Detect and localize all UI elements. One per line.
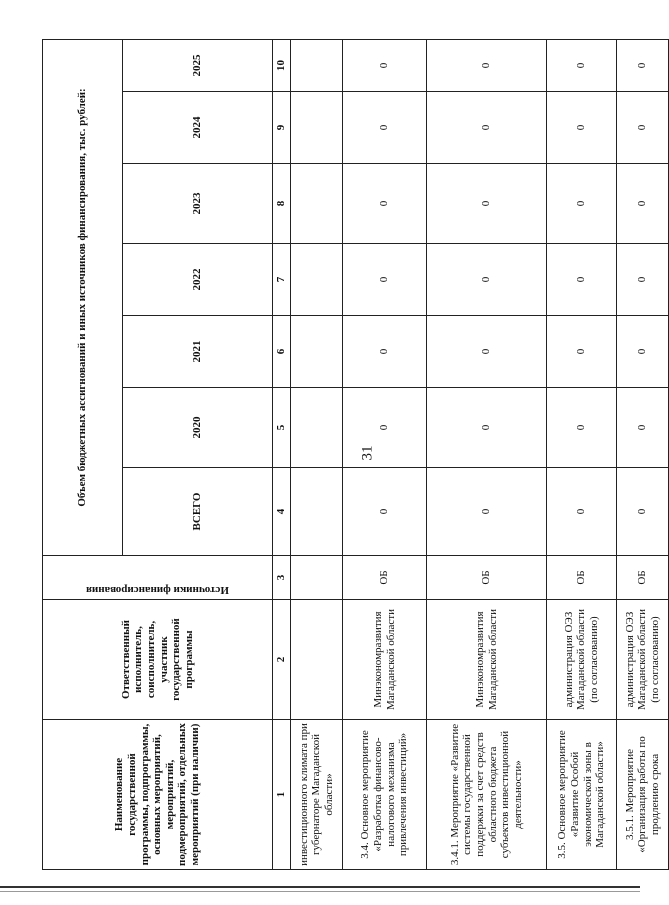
row-name: инвестиционного климата при губернаторе Магаданской области» [291,720,343,870]
row-executor: Минэкономразвития Магаданской области [427,600,547,720]
table-row [427,39,547,869]
cell-value: 0 [617,388,669,468]
funding-table [42,39,669,870]
cell-value: 0 [343,316,427,388]
cell-value: 0 [427,388,547,468]
cell-value: 0 [343,92,427,164]
row-executor: администрация ОЭЗ Магаданской области (по согласованию) [547,600,617,720]
year-2025: 2025 [123,39,273,91]
table-row [547,39,617,869]
col-number: 1 [273,720,291,870]
cell-value: 0 [343,164,427,244]
cell-value: 0 [343,244,427,316]
col-number: 3 [273,556,291,600]
cell-value: 0 [343,39,427,91]
year-2020: 2020 [123,388,273,468]
cell-value: 0 [617,468,669,556]
cell-value: 0 [427,316,547,388]
cell-value [291,39,343,91]
row-name: 3.4. Основное мероприятие «Разработка финансово-налогового механизма привлечения инвестиций» [343,720,427,870]
header-source: Источники финансирования [86,584,229,596]
rotated-table-wrapper [42,40,661,870]
cell-value: 0 [427,468,547,556]
year-2022: 2022 [123,244,273,316]
year-total: ВСЕГО [123,468,273,556]
row-executor [291,600,343,720]
row-source [291,556,343,600]
col-number: 4 [273,468,291,556]
cell-value: 0 [547,164,617,244]
header-executor: Ответственный исполнитель, соисполнитель, участник государственной программы [43,600,273,720]
col-number: 2 [273,600,291,720]
bottom-rule [0,886,640,888]
col-number: 7 [273,244,291,316]
row-executor: Минэкономразвития Магаданской области [343,600,427,720]
year-2023: 2023 [123,164,273,244]
header-name: Наименование государственной программы, подпрограммы, основных мероприятий, мероприятий, подмероприятий, отдельных мероприятий (при наличии) [43,720,273,870]
col-number: 6 [273,316,291,388]
cell-value: 0 [427,164,547,244]
row-source: ОБ [617,556,669,600]
cell-value: 0 [617,164,669,244]
table-row [343,39,427,869]
cell-value: 0 [427,39,547,91]
cell-value: 0 [547,468,617,556]
row-source: ОБ [547,556,617,600]
bottom-rule-thin [0,891,640,892]
row-name: 3.5.1. Мероприятие «Организация работы по продлению срока [617,720,669,870]
col-number: 10 [273,39,291,91]
cell-value [291,164,343,244]
col-number: 8 [273,164,291,244]
header-funding: Объем бюджетных ассигнований и иных источников финансирования, тыс. рублей: [43,39,123,555]
table-row [291,39,343,869]
table-row [617,39,669,869]
cell-value: 0 [547,39,617,91]
cell-value: 0 [427,244,547,316]
cell-value: 0 [547,244,617,316]
cell-value [291,316,343,388]
cell-value [291,244,343,316]
row-executor: администрация ОЭЗ Магаданской области (по согласованию) [617,600,669,720]
cell-value: 0 [617,92,669,164]
row-name: 3.4.1. Мероприятие «Развитие системы государственной поддержки за счет средств областного бюджета субъектов инвестиционной деятельности» [427,720,547,870]
row-source: ОБ [427,556,547,600]
cell-value: 0 [617,39,669,91]
cell-value [291,92,343,164]
cell-value: 0 [617,316,669,388]
page-number: 31 [359,445,376,461]
cell-value: 0 [547,388,617,468]
cell-value: 0 [343,388,427,468]
year-2024: 2024 [123,92,273,164]
col-number: 5 [273,388,291,468]
row-source: ОБ [343,556,427,600]
cell-value [291,388,343,468]
cell-value [291,468,343,556]
cell-value: 0 [547,316,617,388]
row-name: 3.5. Основное мероприятие «Развитие Особой экономической зоны в Магаданской области» [547,720,617,870]
cell-value: 0 [617,244,669,316]
year-2021: 2021 [123,316,273,388]
cell-value: 0 [343,468,427,556]
cell-value: 0 [427,92,547,164]
cell-value: 0 [547,92,617,164]
col-number: 9 [273,92,291,164]
